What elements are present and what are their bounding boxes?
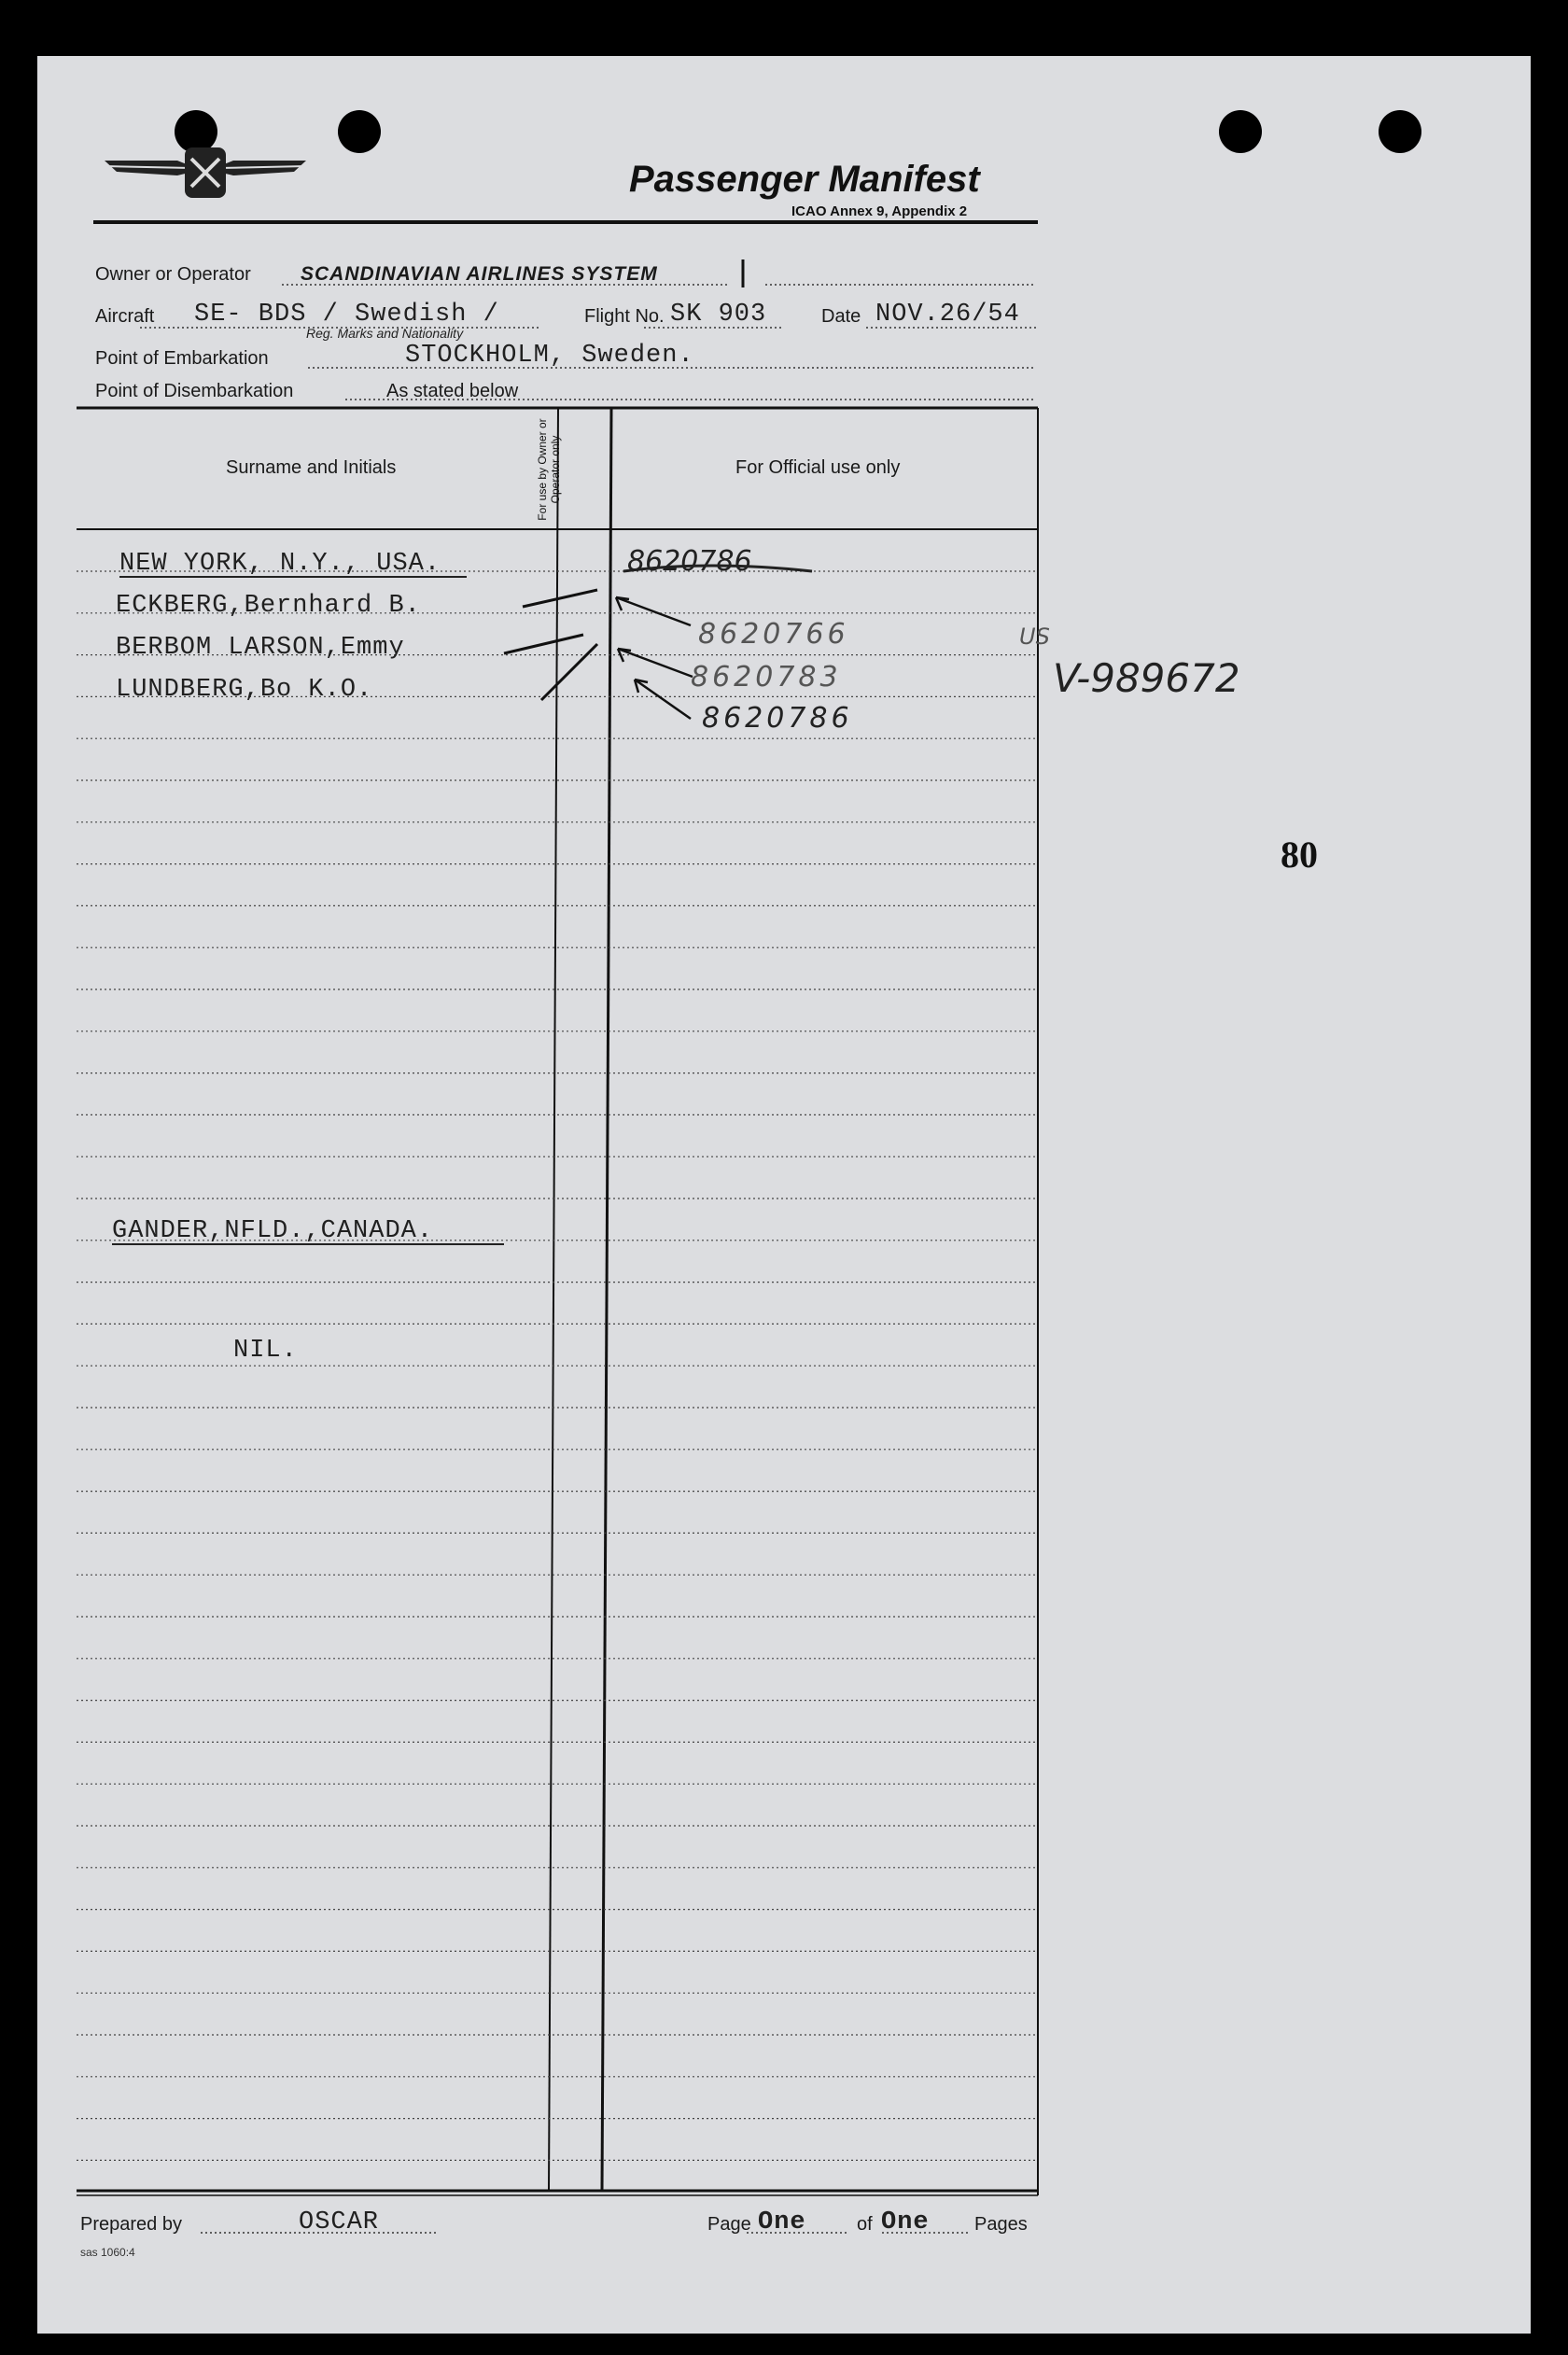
airline-logo-icon — [105, 147, 306, 198]
disembark-value: As stated below — [386, 381, 519, 401]
official-number: 8620783 — [691, 661, 842, 694]
page-title: Passenger Manifest — [629, 159, 980, 200]
crossed-out-number: 8620786 — [627, 545, 752, 578]
reg-marks-note: Reg. Marks and Nationality — [306, 326, 464, 341]
second-stop-entry: GANDER,NFLD.,CANADA. — [112, 1217, 434, 1245]
column-header-official: For Official use only — [735, 457, 901, 478]
disembark-label: Point of Disembarkation — [95, 381, 294, 401]
passenger-entry: LUNDBERG,Bo K.O. — [116, 676, 373, 704]
page-subtitle: ICAO Annex 9, Appendix 2 — [791, 203, 968, 219]
of-label: of — [857, 2214, 873, 2235]
prepared-label: Prepared by — [80, 2214, 182, 2235]
prepared-value: OSCAR — [299, 2208, 380, 2236]
embark-value: STOCKHOLM, Sweden. — [405, 342, 694, 370]
page-value: One — [758, 2208, 806, 2236]
official-number: 8620766 — [698, 618, 849, 651]
form-code: sas 1060:4 — [80, 2246, 135, 2259]
pages-label: Pages — [974, 2214, 1028, 2235]
aircraft-value: SE- BDS / Swedish / — [194, 301, 499, 329]
us-mark: US — [1019, 624, 1050, 650]
destination-entry: NEW YORK, N.Y., USA. — [119, 550, 441, 578]
official-number: 8620786 — [702, 702, 853, 735]
owner-label: Owner or Operator — [95, 264, 251, 285]
visa-number: V-989672 — [1053, 655, 1240, 701]
column-header-names: Surname and Initials — [226, 457, 397, 478]
table-row-lines — [77, 571, 1038, 2160]
second-stop-note: NIL. — [233, 1337, 298, 1365]
flight-value: SK 903 — [670, 301, 767, 329]
date-label: Date — [821, 306, 861, 327]
aircraft-label: Aircraft — [95, 306, 155, 327]
passenger-entry: BERBOM LARSON,Emmy — [116, 634, 405, 662]
page-number: 80 — [1281, 834, 1318, 876]
page-label: Page — [707, 2214, 751, 2235]
date-value: NOV.26/54 — [875, 301, 1020, 329]
of-value: One — [881, 2208, 930, 2236]
owner-value: SCANDINAVIAN AIRLINES SYSTEM — [301, 263, 658, 285]
flight-label: Flight No. — [584, 306, 665, 327]
embark-label: Point of Embarkation — [95, 348, 269, 369]
column-header-owner: For use by Owner or Operator only — [536, 418, 562, 521]
passenger-entry: ECKBERG,Bernhard B. — [116, 592, 421, 620]
